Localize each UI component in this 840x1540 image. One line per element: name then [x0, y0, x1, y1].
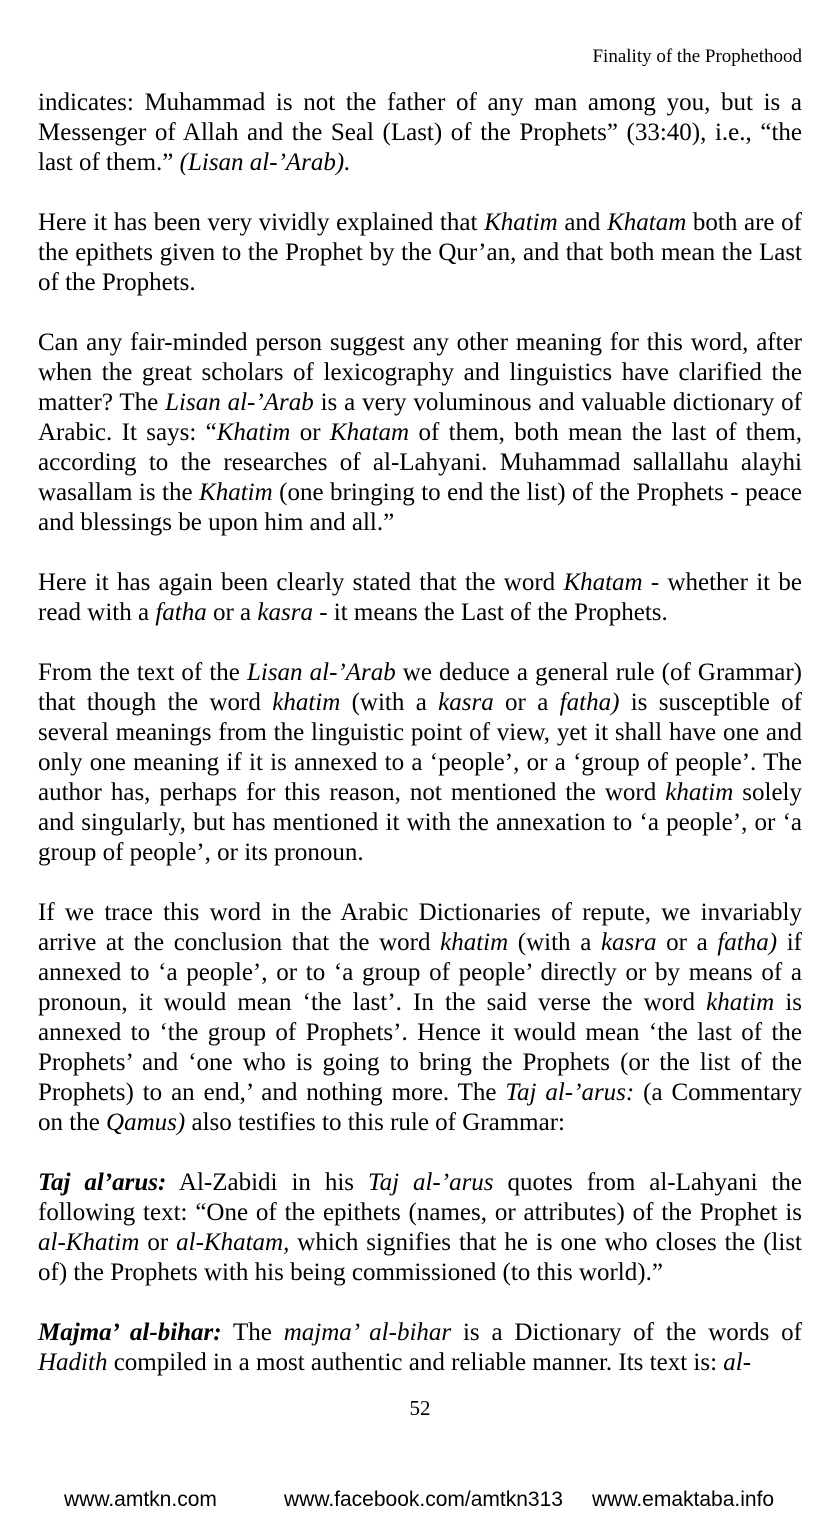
page-body: [38, 88, 802, 1378]
footer-link-facebook[interactable]: www.facebook.com/amtkn313: [284, 1488, 563, 1511]
paragraph-6: If we trace this word in the Arabic Dictionaries of repute, we invariably arrive at the conclusion that the word khatim (with a kasra or a fatha) if annexed to ‘a people’, or to ‘a group of people’ directly or by means of a pronoun, it would mean ‘the last’. In the said verse the word khatim is annexed to ‘the group of Prophets’. Hence it would mean ‘the last of the Prophets’ and ‘one who is going to bring the Prophets (or the list of the Prophets) to an end,’ and nothing more. The Taj al-’arus: (a Commentary on the Qamus) also testifies to this rule of Grammar:: [38, 899, 802, 1136]
paragraph-8: Majma’ al-bihar: The majma’ al-bihar is a Dictionary of the words of Hadith compiled in a most authentic and reliable manner. Its text is: al-: [38, 1319, 803, 1376]
paragraph-2: Here it has been very vividly explained that Khatim and Khatam both are of the epithets given to the Prophet by the Qur’an, and that both mean the Last of the Prophets.: [38, 209, 802, 296]
footer-link-emaktaba[interactable]: www.emaktaba.info: [592, 1488, 775, 1511]
running-head: Finality of the Prophethood: [592, 46, 802, 67]
footer-link-amtkn[interactable]: www.amtkn.com: [64, 1488, 217, 1511]
paragraph-5: From the text of the Lisan al-’Arab we deduce a general rule (of Grammar) that though the word khatim (with a kasra or a fatha) is susceptible of several meanings from the linguistic point of view, yet it shall have one and only one meaning if it is annexed to a ‘people’, or a ‘group of people’. The author has, perhaps for this reason, not mentioned the word khatim solely and singularly, but has mentioned it with the annexation to ‘a people’, or ‘a group of people’, or its pronoun.: [38, 659, 803, 866]
paragraph-1: indicates: Muhammad is not the father of any man among you, but is a Messenger of Allah and the Seal (Last) of the Prophets” (33:40), i.e., “the last of them.” (Lisan al-’Arab).: [38, 89, 802, 176]
page-number: 52: [409, 1396, 431, 1420]
paragraph-3: Can any fair-minded person suggest any other meaning for this word, after when the great scholars of lexicography and linguistics have clarified the matter? The Lisan al-’Arab is a very voluminous and valuable dictionary of Arabic. It says: “Khatim or Khatam of them, both mean the last of them, according to the researches of al-Lahyani. Muhammad sallallahu alayhi wasallam is the Khatim (one bringing to end the list) of the Prophets - peace and blessings be upon him and all.”: [38, 329, 803, 536]
paragraph-7: Taj al’arus: Al-Zabidi in his Taj al-’arus quotes from al-Lahyani the following text: “One of the epithets (names, or attributes) of the Prophet is al-Khatim or al-Khatam, which signifies that he is one who closes the (list of) the Prophets with his being commissioned (to this world).”: [38, 1169, 803, 1286]
paragraph-4: Here it has again been clearly stated that the word Khatam - whether it be read with a fatha or a kasra - it means the Last of the Prophets.: [38, 569, 802, 626]
